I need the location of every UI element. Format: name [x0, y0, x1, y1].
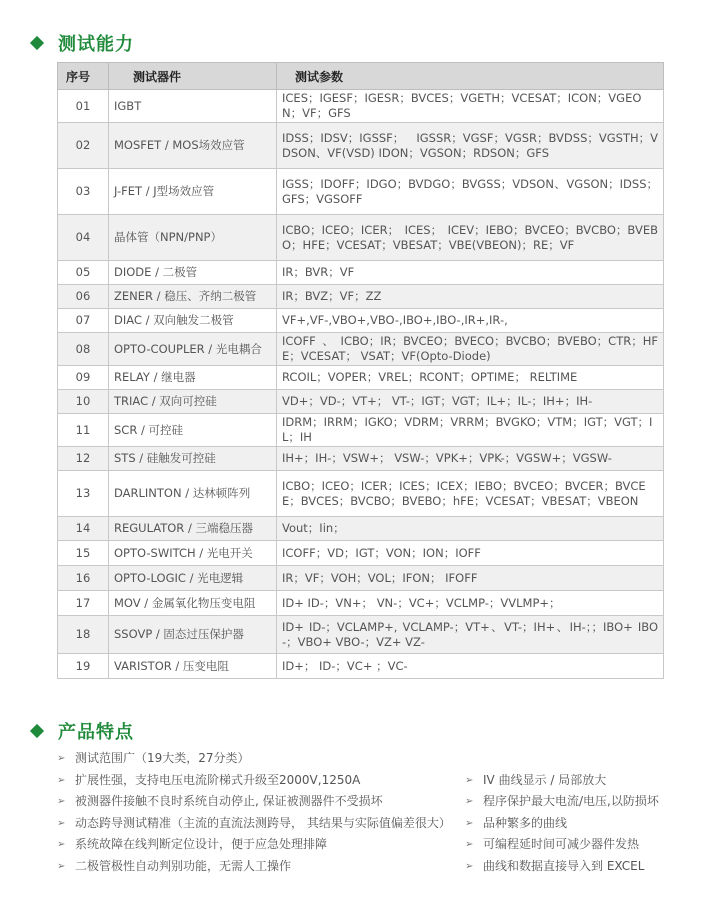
feature-item — [57, 856, 451, 878]
test-params: ID+； ID-；VC+ ；VC- — [277, 654, 664, 679]
feature-text: 二极管极性自动判别功能，无需人工操作 — [75, 858, 292, 873]
table-row — [58, 541, 664, 566]
features-left-column — [57, 748, 451, 877]
feature-text: 可编程延时间可减少器件发热 — [483, 837, 640, 851]
feature-item — [57, 791, 451, 813]
feature-item — [465, 856, 659, 878]
feature-item — [57, 748, 451, 770]
feature-text: 动态跨导测试精准（主流的直流法测跨导， 其结果与实际值偏差很大） — [75, 815, 451, 830]
test-params: ICOFF；VD；IGT；VON；ION；IOFF — [277, 541, 664, 566]
test-params: IH+；IH-；VSW+； VSW-；VPK+；VPK-；VGSW+；VGSW- — [277, 447, 664, 471]
arrow-bullet-icon: ➢ — [57, 774, 66, 786]
device-name: MOV / 金属氧化物压变电阻 — [109, 591, 277, 616]
row-number: 13 — [58, 471, 109, 517]
table-row — [58, 390, 664, 414]
device-name: IGBT — [109, 90, 277, 123]
row-number: 16 — [58, 566, 109, 591]
row-number: 11 — [58, 414, 109, 447]
device-name: DIODE / 二极管 — [109, 261, 277, 285]
header-no: 序号 — [58, 63, 109, 90]
test-params: Vout；Iin； — [277, 517, 664, 541]
table-header-row — [58, 63, 664, 90]
device-name: SSOVP / 固态过压保护器 — [109, 616, 277, 654]
arrow-bullet-icon: ➢ — [465, 817, 474, 829]
table-row — [58, 471, 664, 517]
feature-text: IV 曲线显示 / 局部放大 — [483, 772, 607, 787]
feature-text: 被测器件接触不良时系统自动停止, 保证被测器件不受损坏 — [75, 794, 383, 808]
feature-item — [465, 813, 659, 835]
test-params: IGSS；IDOFF；IDGO；BVDGO；BVGSS；VDSON、VGSON；IDSS；GFS；VGSOFF — [277, 169, 664, 215]
device-name: RELAY / 继电器 — [109, 366, 277, 390]
test-params: RCOIL；VOPER；VREL；RCONT；OPTIME； RELTIME — [277, 366, 664, 390]
test-params: IR；BVR；VF — [277, 261, 664, 285]
device-name: DARLINTON / 达林顿阵列 — [109, 471, 277, 517]
test-params: ID+ ID-；VN+； VN-；VC+；VCLMP-；VVLMP+； — [277, 591, 664, 616]
test-params: IR；BVZ；VF；ZZ — [277, 285, 664, 309]
arrow-bullet-icon: ➢ — [57, 839, 66, 850]
feature-text: 扩展性强，支持电压电流阶梯式升级至2000V,1250A — [75, 772, 361, 787]
feature-item — [465, 791, 659, 813]
device-name: TRIAC / 双向可控硅 — [109, 390, 277, 414]
table-row — [58, 654, 664, 679]
feature-text: 测试范围广（19大类，27分类） — [75, 751, 250, 765]
test-params: ICBO；ICEO；ICER； ICES； ICEV；IEBO；BVCEO；BVCBO；BVEBO；HFE；VCESAT；VBESAT；VBE(VBEON)；RE；VF — [277, 215, 664, 261]
table-row — [58, 169, 664, 215]
test-params: VF+,VF-,VBO+,VBO-,IBO+,IBO-,IR+,IR-, — [277, 309, 664, 333]
section-title: 测试能力 — [58, 34, 134, 55]
feature-item — [465, 770, 659, 792]
device-name: REGULATOR / 三端稳压器 — [109, 517, 277, 541]
test-params: IDSS；IDSV；IGSSF； IGSSR；VGSF；VGSR；BVDSS；VGSTH；VDSON、VF(VSD) IDON；VGSON；RDSON；GFS — [277, 123, 664, 169]
table-row — [58, 90, 664, 123]
row-number: 04 — [58, 215, 109, 261]
row-number: 06 — [58, 285, 109, 309]
table-row — [58, 447, 664, 471]
test-capability-table — [57, 62, 664, 679]
feature-item — [57, 813, 451, 835]
feature-text: 曲线和数据直接导入到 EXCEL — [483, 858, 645, 873]
row-number: 09 — [58, 366, 109, 390]
table-row — [58, 591, 664, 616]
diamond-bullet-icon — [30, 724, 44, 738]
device-name: 晶体管（NPN/PNP） — [109, 215, 277, 261]
test-params: ICES；IGESF；IGESR；BVCES；VGETH；VCESAT；ICON；VGEON；VF；GFS — [277, 90, 664, 123]
device-name: DIAC / 双向触发二极管 — [109, 309, 277, 333]
row-number: 19 — [58, 654, 109, 679]
feature-item — [465, 834, 659, 856]
row-number: 05 — [58, 261, 109, 285]
test-params: ID+ ID-；VCLAMP+, VCLAMP-；VT+、VT-；IH+、IH-；；IBO+ IBO-；VBO+ VBO-；VZ+ VZ- — [277, 616, 664, 654]
test-params: IR；VF；VOH；VOL；IFON； IFOFF — [277, 566, 664, 591]
features-right-column — [465, 770, 659, 878]
row-number: 17 — [58, 591, 109, 616]
row-number: 02 — [58, 123, 109, 169]
table-row — [58, 215, 664, 261]
device-name: J-FET / J型场效应管 — [109, 169, 277, 215]
table-row — [58, 285, 664, 309]
row-number: 07 — [58, 309, 109, 333]
device-name: OPTO-COUPLER / 光电耦合 — [109, 333, 277, 366]
device-name: OPTO-LOGIC / 光电逻辑 — [109, 566, 277, 591]
section-heading-features — [30, 718, 134, 744]
device-name: VARISTOR / 压变电阻 — [109, 654, 277, 679]
table-row — [58, 123, 664, 169]
feature-item — [57, 834, 451, 856]
table-row — [58, 616, 664, 654]
table-row — [58, 309, 664, 333]
header-params: 测试参数 — [277, 63, 664, 90]
test-params: ICOFF、ICBO；IR；BVCEO；BVECO；BVCBO；BVEBO；CTR；HFE；VCESAT； VSAT；VF(Opto-Diode) — [277, 333, 664, 366]
device-name: SCR / 可控硅 — [109, 414, 277, 447]
table-row — [58, 517, 664, 541]
test-params: VD+；VD-；VT+； VT-；IGT；VGT；IL+；IL-；IH+；IH- — [277, 390, 664, 414]
feature-text: 程序保护最大电流/电压,以防损坏 — [483, 794, 659, 808]
feature-text: 品种繁多的曲线 — [483, 815, 568, 830]
device-name: OPTO-SWITCH / 光电开关 — [109, 541, 277, 566]
table-row — [58, 261, 664, 285]
row-number: 18 — [58, 616, 109, 654]
row-number: 10 — [58, 390, 109, 414]
arrow-bullet-icon: ➢ — [57, 817, 66, 829]
feature-item — [57, 770, 451, 792]
arrow-bullet-icon: ➢ — [465, 839, 474, 850]
arrow-bullet-icon: ➢ — [57, 753, 66, 764]
arrow-bullet-icon: ➢ — [465, 860, 474, 872]
arrow-bullet-icon: ➢ — [57, 860, 66, 872]
row-number: 08 — [58, 333, 109, 366]
test-params: ICBO；ICEO；ICER；ICES；ICEX；IEBO；BVCEO；BVCER；BVCEE；BVCES；BVCBO；BVEBO；hFE；VCESAT；VBESAT；VBEON — [277, 471, 664, 517]
diamond-bullet-icon — [30, 36, 44, 50]
row-number: 15 — [58, 541, 109, 566]
test-params: IDRM；IRRM；IGKO；VDRM；VRRM；BVGKO；VTM；IGT；VGT；IL；IH — [277, 414, 664, 447]
section-title: 产品特点 — [58, 722, 134, 743]
device-name: ZENER / 稳压、齐纳二极管 — [109, 285, 277, 309]
device-name: MOSFET / MOS场效应管 — [109, 123, 277, 169]
table-row — [58, 414, 664, 447]
header-device: 测试器件 — [109, 63, 277, 90]
row-number: 03 — [58, 169, 109, 215]
arrow-bullet-icon: ➢ — [465, 774, 474, 786]
feature-text: 系统故障在线判断定位设计，便于应急处理排障 — [75, 837, 328, 851]
arrow-bullet-icon: ➢ — [465, 796, 474, 807]
row-number: 14 — [58, 517, 109, 541]
table-row — [58, 333, 664, 366]
table-row — [58, 566, 664, 591]
arrow-bullet-icon: ➢ — [57, 796, 66, 807]
table-row — [58, 366, 664, 390]
section-heading-test-capability — [30, 30, 134, 56]
row-number: 01 — [58, 90, 109, 123]
device-name: STS / 硅触发可控硅 — [109, 447, 277, 471]
row-number: 12 — [58, 447, 109, 471]
